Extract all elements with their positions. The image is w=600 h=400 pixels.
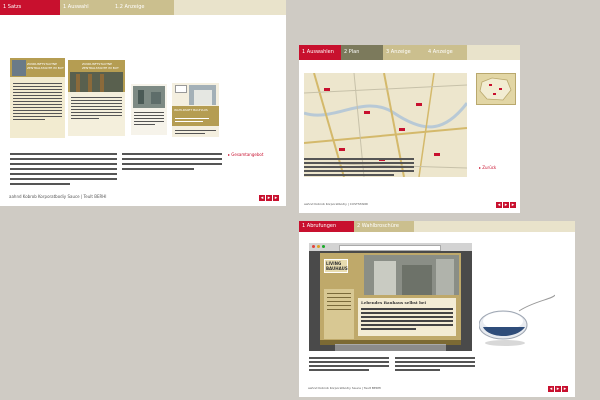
tab-3[interactable]: 1.2 Anzeige — [112, 0, 174, 15]
forward-button[interactable]: ▸ — [511, 202, 515, 208]
gesamtangebot-link[interactable]: ▸ Gesamtangebot — [228, 152, 264, 157]
page-navigation — [548, 386, 568, 392]
prev-button[interactable]: ◂ — [549, 386, 553, 392]
tab-5[interactable] — [227, 0, 286, 15]
browser-window — [309, 243, 472, 351]
page-navigation — [496, 202, 516, 208]
tab-5[interactable] — [467, 45, 520, 60]
tab-2[interactable]: 2 Plan — [341, 45, 383, 60]
maximize-icon[interactable] — [322, 245, 325, 248]
footer-text: aahnd Kobrob Korporatbodiy | CUSTSTAND — [304, 202, 368, 206]
next-button[interactable]: ▸ — [504, 202, 508, 208]
forward-button[interactable]: ▸ — [563, 386, 567, 392]
slide-page-map — [299, 45, 520, 213]
prev-button[interactable]: ◂ — [497, 202, 501, 208]
back-link[interactable]: ▸ Zurück — [479, 165, 497, 170]
address-bar[interactable] — [339, 245, 441, 251]
mini-map-graphic — [477, 74, 515, 104]
site-headline: Lebendes Bauhaus selbst bei — [361, 300, 426, 305]
minimize-icon[interactable] — [317, 245, 320, 248]
overview-mini-map[interactable] — [476, 73, 516, 105]
brochure-thumbnail-3[interactable] — [131, 84, 167, 135]
site-content — [358, 298, 456, 336]
tab-4[interactable]: 4 Anzeige — [425, 45, 467, 60]
tab-4[interactable] — [174, 0, 227, 15]
tab-3[interactable]: 3 Anzeige — [383, 45, 425, 60]
tab-3[interactable] — [414, 221, 575, 232]
close-icon[interactable] — [312, 245, 315, 248]
site-sidebar — [324, 289, 354, 339]
tab-bar — [299, 45, 520, 60]
next-button[interactable]: ▸ — [267, 195, 271, 201]
brochure-thumbnail-2[interactable] — [68, 60, 125, 136]
tab-bar — [0, 0, 286, 15]
forward-button[interactable]: ▸ — [274, 195, 278, 201]
tab-1[interactable]: 1 Abrufungen — [299, 221, 354, 232]
brochure-title: ZUNKUNFTSTAUTNE ZENTRALSTADTE IM BUT — [27, 62, 64, 70]
prev-button[interactable]: ◂ — [260, 195, 264, 201]
site-title: LIVING BAUHAUS — [326, 261, 348, 271]
footer-text: aahnd Kobrob Korporatbodiy Sauce | Teult BERHI — [9, 194, 107, 199]
tab-bar — [299, 221, 575, 232]
slide-page-brochures — [0, 0, 286, 206]
brochure-title: WAHLPAKET BAUHAUS — [174, 108, 208, 112]
brochure-thumbnail-4[interactable] — [172, 83, 219, 137]
computer-mouse-image — [479, 291, 555, 351]
slide-page-website — [299, 221, 575, 397]
brochure-thumbnail-1[interactable] — [10, 58, 65, 138]
site-logo-box — [324, 259, 348, 273]
link-label: Gesamtangebot — [231, 152, 264, 157]
tab-2[interactable]: 1 Auswahl — [60, 0, 112, 15]
tab-2[interactable]: 2 Wahlbroschüre — [354, 221, 414, 232]
next-button[interactable]: ▸ — [556, 386, 560, 392]
hero-image — [364, 255, 459, 295]
tab-1[interactable]: 1 Satzs — [0, 0, 60, 15]
tab-1[interactable]: 1 Auswahlen — [299, 45, 341, 60]
brochure-title: ZUNKUNFTSTAUTNE ZENTRALSTADTE IM BUT — [82, 62, 119, 70]
dock — [335, 344, 446, 351]
page-navigation — [259, 195, 279, 201]
link-label: Zurück — [482, 165, 497, 170]
mouse-graphic — [479, 291, 555, 351]
footer-text: aahnd Kobrob Korporatbodiy Sauce | Teult BERHI — [308, 386, 382, 390]
browser-toolbar — [309, 243, 472, 251]
website-page — [320, 253, 461, 345]
